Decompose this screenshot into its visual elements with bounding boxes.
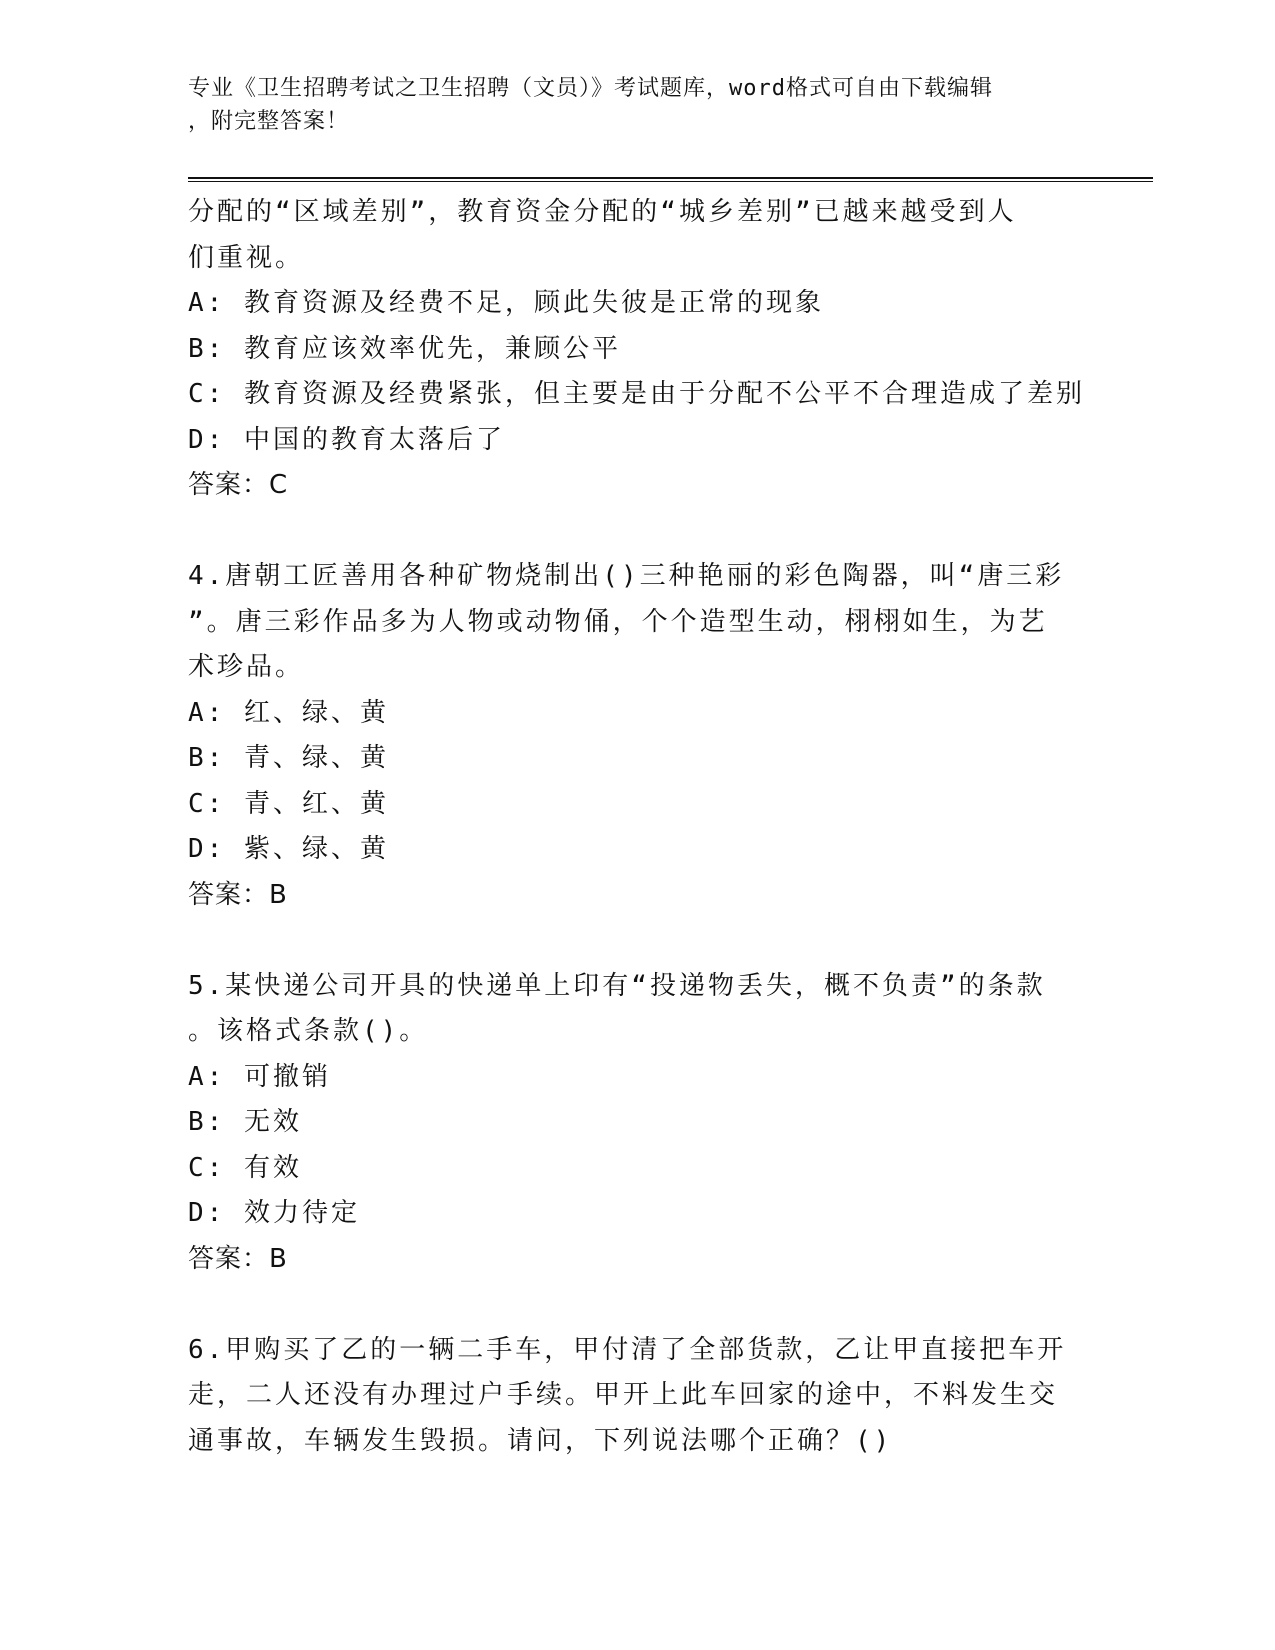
- question-4-option-a: A: 红、绿、黄: [188, 697, 389, 728]
- question-5-answer: 答案：B: [188, 1243, 288, 1274]
- question-gap: [188, 918, 1088, 964]
- question-5-option-b: B: 无效: [188, 1107, 302, 1137]
- question-5-stem-1: 5.某快递公司开具的快递单上印有“投递物丢失，概不负责”的条款: [188, 970, 1046, 1001]
- header-line-2: ，附完整答案！: [188, 109, 350, 134]
- question-4-stem-2: ”。唐三彩作品多为人物或动物俑，个个造型生动，栩栩如生，为艺: [188, 606, 1048, 637]
- header-line-1: 专业《卫生招聘考试之卫生招聘（文员）》考试题库，word格式可自由下载编辑: [188, 76, 993, 101]
- header-divider: [188, 177, 1153, 182]
- question-5: [188, 964, 1088, 1283]
- question-3-option-c: C: 教育资源及经费紧张，但主要是由于分配不公平不合理造成了差别: [188, 379, 1085, 409]
- question-gap: [188, 509, 1088, 555]
- question-3-option-b: B: 教育应该效率优先，兼顾公平: [188, 333, 621, 364]
- question-4-stem-3: 术珍品。: [188, 652, 305, 682]
- question-3-stem-continued-2: 们重视。: [188, 242, 305, 273]
- question-4-stem-1: 4.唐朝工匠善用各种矿物烧制出()三种艳丽的彩色陶器，叫“唐三彩: [188, 561, 1065, 591]
- question-3-option-a: A: 教育资源及经费不足，顾此失彼是正常的现象: [188, 288, 824, 318]
- question-gap: [188, 1282, 1088, 1328]
- question-6-stem-1: 6.甲购买了乙的一辆二手车，甲付清了全部货款，乙让甲直接把车开: [188, 1334, 1067, 1365]
- question-4-option-b: B: 青、绿、黄: [188, 743, 389, 773]
- page-header: [188, 72, 1068, 138]
- question-5-option-a: A: 可撤销: [188, 1061, 331, 1092]
- question-3-answer: 答案：C: [188, 470, 289, 500]
- question-6-stem-2: 走，二人还没有办理过户手续。甲开上此车回家的途中，不料发生交: [188, 1380, 1059, 1410]
- question-4-answer: 答案：B: [188, 879, 288, 910]
- question-6-stem-3: 通事故，车辆发生毁损。请问，下列说法哪个正确？(): [188, 1425, 893, 1456]
- question-5-option-d: D: 效力待定: [188, 1198, 360, 1228]
- question-5-option-c: C: 有效: [188, 1152, 302, 1183]
- question-3-stem-continued-1: 分配的“区域差别”，教育资金分配的“城乡差别”已越来越受到人: [188, 197, 1017, 227]
- question-4: [188, 554, 1088, 918]
- question-5-stem-2: 。该格式条款()。: [188, 1016, 429, 1046]
- document-body: [188, 190, 1088, 1464]
- question-4-option-c: C: 青、红、黄: [188, 788, 389, 819]
- question-6: [188, 1328, 1088, 1465]
- question-3: [188, 190, 1088, 509]
- question-3-option-d: D: 中国的教育太落后了: [188, 424, 505, 455]
- question-4-option-d: D: 紫、绿、黄: [188, 834, 389, 864]
